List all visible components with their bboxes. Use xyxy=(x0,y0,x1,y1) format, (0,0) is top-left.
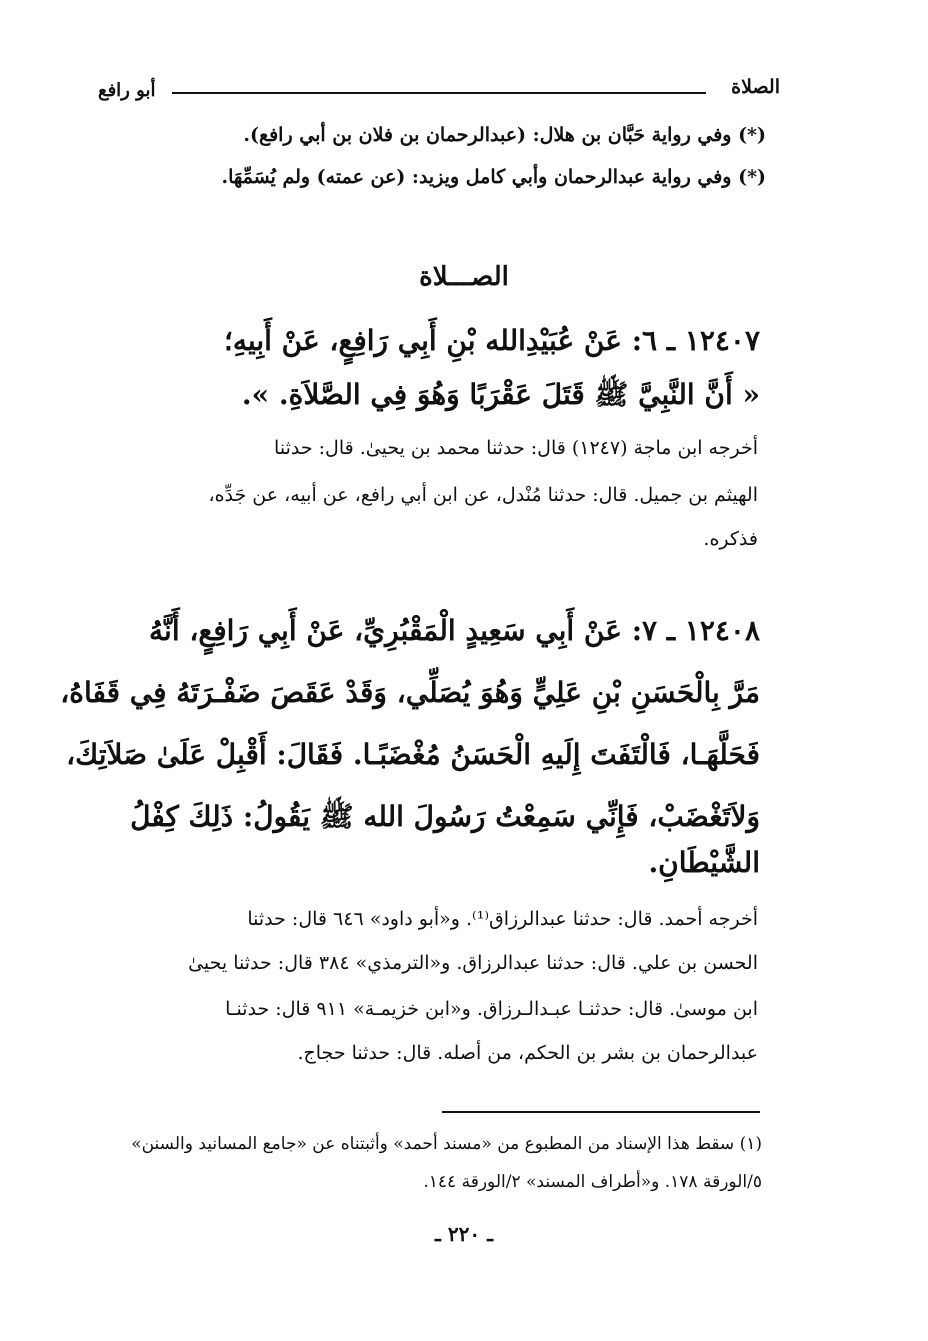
takhrij-line: عبدالرحمان بن بشر بن الحكم، من أصله. قال: حدثنا حجاج. xyxy=(297,1042,758,1064)
chapter-title: الصـــلاة xyxy=(419,262,509,292)
note-line: (*) وفي رواية عبدالرحمان وأبي كامل ويزيد: (عن عمته) ولم يُسَمِّهَا. xyxy=(221,166,766,188)
hadith-line: فَحَلَّهَـا، فَالْتَفَتَ إِلَيهِ الْحَسَنُ مُغْضَبًـا. فَقَالَ: أَقْبِلْ عَلَىٰ صَلاَتِكَ، xyxy=(66,738,760,771)
takhrij-line: الهيثم بن جميل. قال: حدثنا مُنْدل، عن ابن أبي رافع، عن أبيه، عن جَدِّه، xyxy=(208,484,758,506)
hadith-line: الشَّيْطَانِ. xyxy=(648,846,760,879)
hadith-line: ١٢٤٠٨ ـ ٧: عَنْ أَبِي سَعِيدٍ الْمَقْبُرِيِّ، عَنْ أَبِي رَافِعٍ، أَنَّهُ xyxy=(149,614,760,647)
note-line: (*) وفي رواية حَبَّان بن هلال: (عبدالرحمان بن فلان بن أبي رافع). xyxy=(243,124,766,146)
hadith-line: وَلاَتَغْضَبْ، فَإِنِّي سَمِعْتُ رَسُولَ الله ﷺ يَقُولُ: ذَلِكَ كِفْلُ xyxy=(130,800,760,833)
page-number: ـ ٢٢٠ ـ xyxy=(435,1222,493,1246)
hadith-line: ١٢٤٠٧ ـ ٦: عَنْ عُبَيْدِالله بْنِ أَبِي رَافِعٍ، عَنْ أَبِيهِ؛ xyxy=(223,324,760,357)
takhrij-line: أخرجه ابن ماجة (١٢٤٧) قال: حدثنا محمد بن يحيىٰ. قال: حدثنا xyxy=(274,437,758,459)
takhrij-line: ابن موسىٰ. قال: حدثنـا عبـدالـرزاق. و«ابن خزيمـة» ٩١١ قال: حدثنـا xyxy=(225,998,758,1020)
hadith-line: « أَنَّ النَّبِيَّ ﷺ قَتَلَ عَقْرَبًا وَهُوَ فِي الصَّلاَةِ. ». xyxy=(241,378,760,411)
takhrij-line: الحسن بن علي. قال: حدثنا عبدالرزاق. و«الترمذي» ٣٨٤ قال: حدثنا يحيىٰ xyxy=(188,952,758,974)
running-header-chapter: الصلاة xyxy=(731,76,780,98)
hadith-line: مَرَّ بِالْحَسَنِ بْنِ عَلِيٍّ وَهُوَ يُصَلِّي، وَقَدْ عَقَصَ ضَفْـرَتَهُ فِي قَفَاهُ، xyxy=(60,676,760,709)
takhrij-line: فذكره. xyxy=(703,528,758,550)
header-rule xyxy=(172,92,706,94)
takhrij-line: أخرجه أحمد. قال: حدثنا عبدالرزاق⁽¹⁾. و«أبو داود» ٦٤٦ قال: حدثنا xyxy=(247,908,758,930)
running-header-narrator: أبو رافع xyxy=(98,80,156,101)
footnote-line: ٥/الورقة ١٧٨. و«أطراف المسند» ٢/الورقة ١٤٤. xyxy=(423,1172,762,1192)
footnote-rule xyxy=(442,1111,760,1113)
footnote-line: (١) سقط هذا الإسناد من المطبوع من «مسند أحمد» وأثبتناه عن «جامع المسانيد والسنن» xyxy=(131,1134,762,1154)
